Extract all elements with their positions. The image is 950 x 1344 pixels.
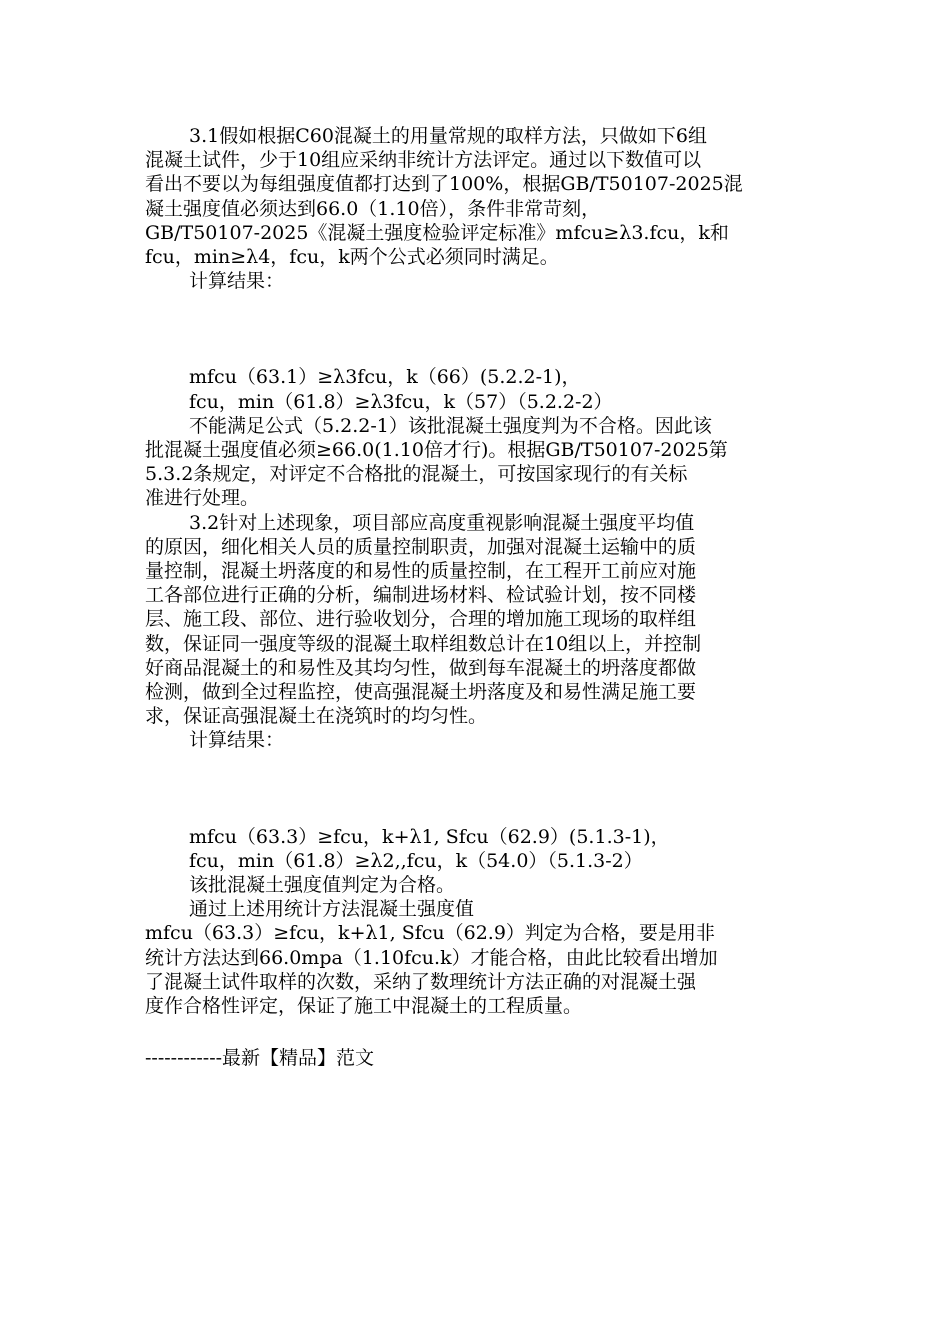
- text-line: 不能满足公式（5.2.2-1）该批混凝土强度判为不合格。因此该: [189, 414, 712, 437]
- calc-result-label: 计算结果：: [189, 270, 285, 293]
- text-line: mfcu（63.3）≥fcu，k+λ1, Sfcu（62.9）判定为合格，要是用非: [145, 922, 715, 945]
- text-line: 通过上述用统计方法混凝土强度值: [189, 898, 475, 921]
- text-line: 看出不要以为每组强度值都打达到了100%，根据GB/T50107-2025混: [145, 173, 743, 196]
- formula-line: mfcu（63.1）≥λ3fcu，k（66）(5.2.2-1)，: [189, 366, 581, 389]
- text-line: fcu，min≥λ4，fcu，k两个公式必须同时满足。: [145, 246, 559, 269]
- text-line: 的原因，细化相关人员的质量控制职责，加强对混凝土运输中的质: [145, 535, 697, 558]
- text-line: 统计方法达到66.0mpa（1.10fcu.k）才能合格，由此比较看出增加: [145, 946, 718, 969]
- formula-line: fcu，min（61.8）≥λ2,,fcu，k（54.0）（5.1.3-2）: [189, 849, 643, 872]
- calc-result-label: 计算结果：: [189, 729, 285, 752]
- formula-line: fcu，min（61.8）≥λ3fcu，k（57）（5.2.2-2）: [189, 390, 613, 413]
- text-line: 了混凝土试件取样的次数，采纳了数理统计方法正确的对混凝土强: [145, 970, 697, 993]
- blank-space: [145, 753, 805, 825]
- paragraph-section-3-1: [145, 124, 805, 269]
- text-line: GB/T50107-2025《混凝土强度检验评定标准》mfcu≥λ3.fcu，k和: [145, 221, 729, 244]
- text-line: 工各部位进行正确的分析，编制进场材料、检试验计划，按不同楼: [145, 584, 697, 607]
- paragraph-section-3-2: [145, 511, 805, 729]
- text-line: 度作合格性评定，保证了施工中混凝土的工程质量。: [145, 995, 583, 1018]
- text-line: 5.3.2条规定，对评定不合格批的混凝土，可按国家现行的有关标: [145, 463, 688, 486]
- text-line: 混凝土试件，少于10组应采纳非统计方法评定。通过以下数值可以: [145, 149, 702, 172]
- text-line: 量控制，混凝土坍落度的和易性的质量控制，在工程开工前应对施: [145, 560, 697, 583]
- text-line: 准进行处理。: [145, 487, 260, 510]
- text-line: 3.1假如根据C60混凝土的用量常规的取样方法，只做如下6组: [189, 125, 708, 147]
- text-line: 数，保证同一强度等级的混凝土取样组数总计在10组以上，并控制: [145, 632, 702, 655]
- text-line: 求，保证高强混凝土在浇筑时的均匀性。: [145, 705, 488, 728]
- text-line: 批混凝土强度值必须≥66.0(1.10倍才行)。根据GB/T50107-2025第: [145, 439, 728, 462]
- text-line: 检测，做到全过程监控，使高强混凝土坍落度及和易性满足施工要: [145, 681, 697, 704]
- text-line: 3.2针对上述现象，项目部应高度重视影响混凝土强度平均值: [189, 511, 695, 534]
- blank-space: [145, 293, 805, 365]
- formula-line: mfcu（63.3）≥fcu，k+λ1, Sfcu（62.9）(5.1.3-1)，: [189, 825, 670, 848]
- paragraph-summary: [145, 897, 805, 1018]
- footer-text: ------------最新【精品】范文: [145, 1047, 375, 1069]
- paragraph-conclusion-1: [145, 414, 805, 511]
- text-line: 层、施工段、部位、进行验收划分，合理的增加施工现场的取样组: [145, 608, 697, 631]
- conclusion-line: 该批混凝土强度值判定为合格。: [189, 874, 456, 897]
- text-line: 好商品混凝土的和易性及其均匀性，做到每车混凝土的坍落度都做: [145, 656, 697, 679]
- text-line: 凝土强度值必须达到66.0（1.10倍），条件非常苛刻，: [145, 197, 601, 220]
- document-body: [145, 124, 805, 1018]
